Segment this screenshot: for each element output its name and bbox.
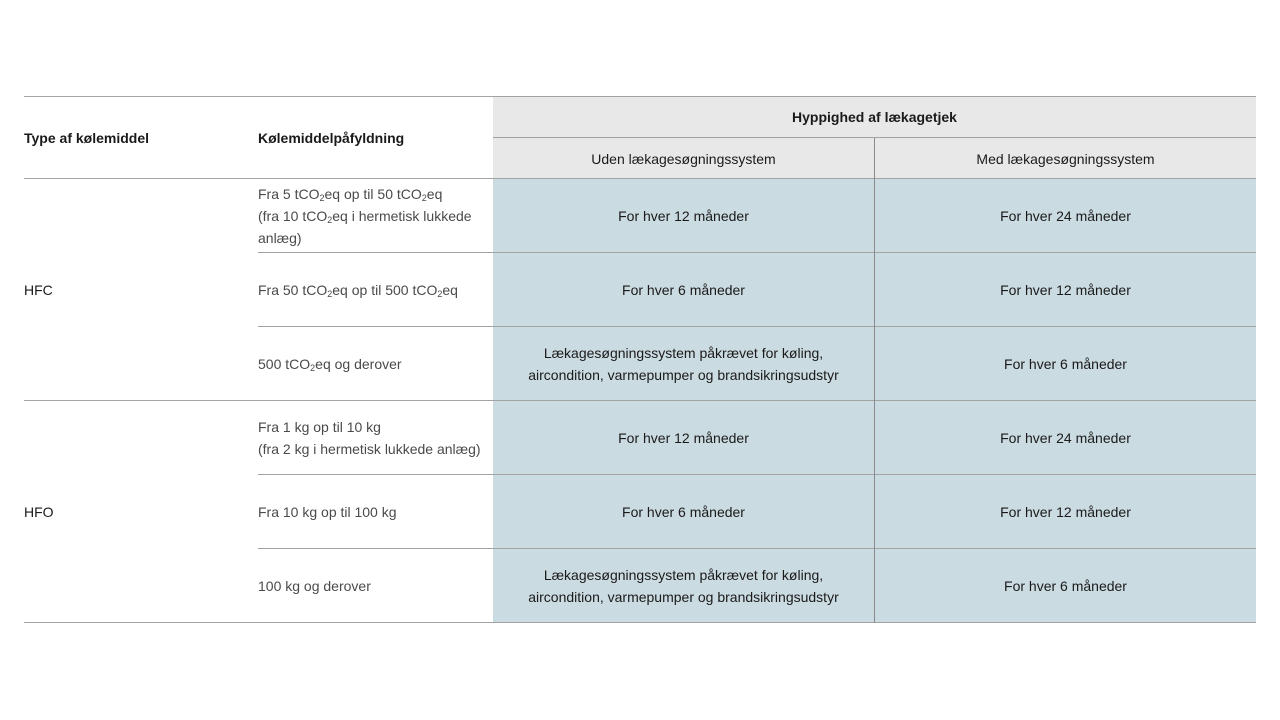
frequency-without-system: Lækagesøgningssystem påkrævet for køling, aircondition, varmepumper og brandsikringsudstyr [528,345,839,383]
refrigerant-type-hfo: HFO [24,504,54,520]
frequency-without-system: For hver 12 måneder [618,430,749,446]
frequency-without-system: For hver 12 måneder [618,208,749,224]
row-divider [258,548,1256,549]
charge-cell: Fra 50 tCO$_2$eq op til 500 tCO$_2$eq [258,282,458,299]
frequency-with-system: For hver 6 måneder [1004,578,1127,594]
frequency-with-system: For hver 6 måneder [1004,356,1127,372]
frequency-without-system: For hver 6 måneder [622,282,745,298]
frequency-without-system: Lækagesøgningssystem påkrævet for køling, aircondition, varmepumper og brandsikringsudstyr [528,567,839,605]
charge-cell: Fra 5 tCO$_2$eq op til 50 tCO$_2$eq (fra 10 tCO$_2$eq i hermetisk lukkede anlæg) [258,186,472,246]
charge-cell: Fra 1 kg op til 10 kg (fra 2 kg i hermetisk lukkede anlæg) [258,419,481,457]
frequency-without-system: For hver 6 måneder [622,504,745,520]
table-top-rule [24,96,1256,97]
leak-check-table [24,96,1256,624]
header-charge: Kølemiddelpåfyldning [258,129,405,146]
charge-cell: Fra 10 kg op til 100 kg [258,504,397,520]
row-divider [258,326,1256,327]
frequency-with-system: For hver 24 måneder [1000,208,1131,224]
charge-cell: 100 kg og derover [258,578,371,594]
group-divider [24,400,1256,401]
table-bottom-rule [24,622,1256,623]
refrigerant-type-hfc: HFC [24,282,53,298]
column-divider [874,138,875,623]
row-divider [258,474,1256,475]
header-without-system: Uden lækagesøgningssystem [591,150,776,167]
row-divider [258,252,1256,253]
frequency-with-system: For hver 24 måneder [1000,430,1131,446]
header-frequency: Hyppighed af lækagetjek [792,109,957,125]
header-with-system: Med lækagesøgningssystem [976,150,1155,167]
frequency-with-system: For hver 12 måneder [1000,282,1131,298]
header-type: Type af kølemiddel [24,129,149,146]
frequency-with-system: For hver 12 måneder [1000,504,1131,520]
charge-cell: 500 tCO$_2$eq og derover [258,356,402,373]
header-bottom-rule [24,178,1256,179]
